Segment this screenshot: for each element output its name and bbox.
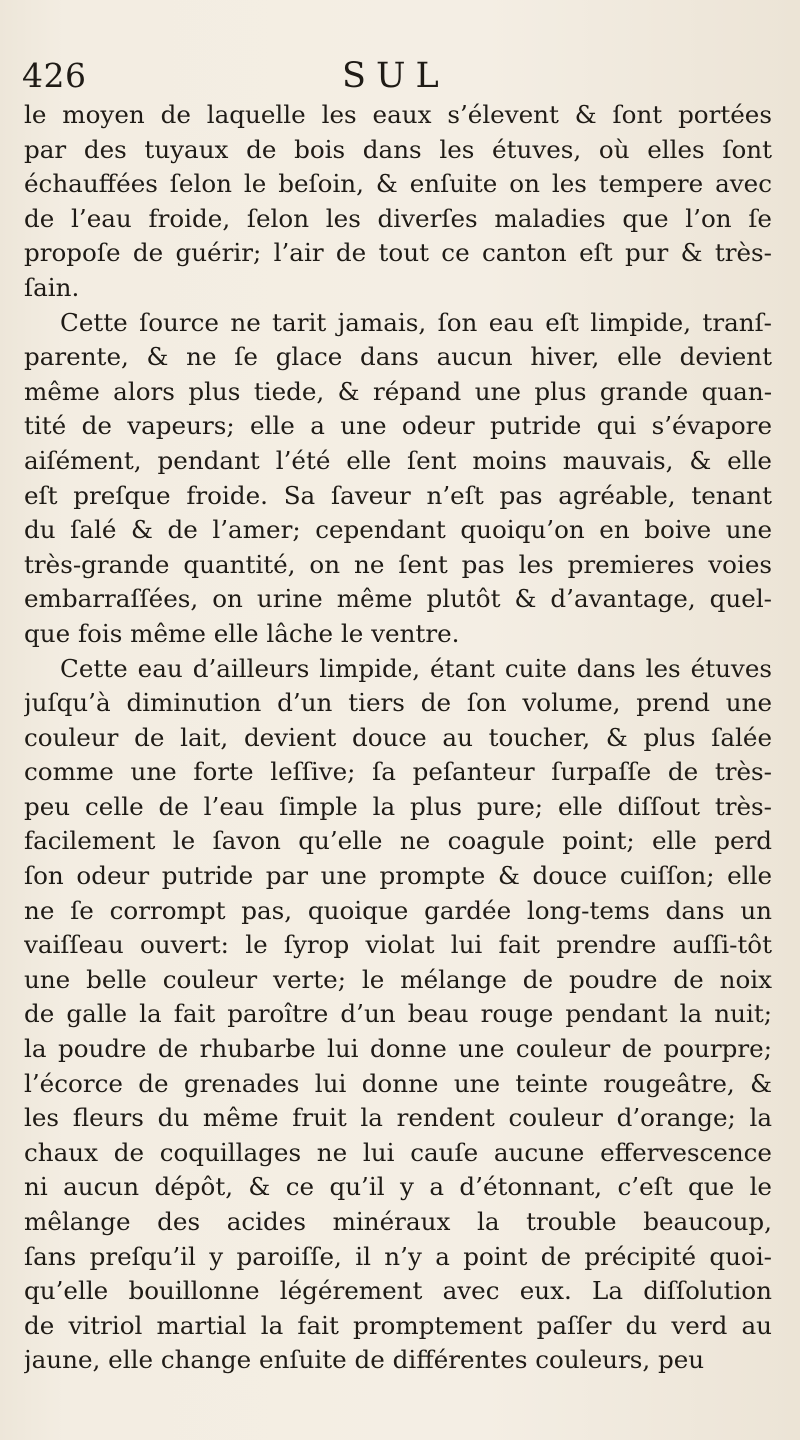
text-line: du ſalé & de l’amer; cependant quoiqu’on en boive une [24, 515, 772, 545]
text-line: l’écorce de grenades lui donne une teinte rougeâtre, & [24, 1068, 772, 1098]
text-line: ne ſe corrompt pas, quoique gardée long-tems dans un [24, 895, 772, 925]
text-line: ſain. [24, 272, 80, 302]
page-number: 426 [22, 56, 87, 95]
text-line: de l’eau froide, ſelon les diverſes maladies que l’on ſe [24, 203, 772, 233]
text-line: embarraſſées, on urine même plutôt & d’avantage, quel- [24, 584, 772, 614]
text-line: jaune, elle change enſuite de différentes couleurs, peu [24, 1345, 705, 1375]
text-line: aiſément, pendant l’été elle ſent moins mauvais, & elle [24, 445, 772, 475]
text-line: que fois même elle lâche le ventre. [24, 618, 460, 648]
text-line: ſans preſqu’il y paroiſſe, il n’y a point de précipité quoi- [24, 1241, 772, 1271]
text-line: chaux de coquillages ne lui cauſe aucune effervescence [24, 1137, 772, 1167]
paragraph [24, 306, 772, 652]
body-text [24, 98, 772, 1378]
text-line: parente, & ne ſe glace dans aucun hiver, elle devient [24, 342, 772, 372]
text-line: tité de vapeurs; elle a une odeur putride qui s’évapore [24, 411, 772, 441]
text-line: de galle la fait paroître d’un beau rouge pendant la nuit; [24, 999, 772, 1029]
running-head: SUL [342, 56, 449, 96]
text-line: eſt preſque froide. Sa ſaveur n’eſt pas agréable, tenant [24, 480, 772, 510]
text-line: comme une forte leſſive; ſa peſanteur ſurpaſſe de très- [24, 757, 772, 787]
text-line: ſon odeur putride par une prompte & douce cuiſſon; elle [24, 861, 772, 891]
text-line: très-grande quantité, on ne ſent pas les premieres voies [24, 549, 772, 579]
text-line: facilement le ſavon qu’elle ne coagule point; elle perd [24, 826, 772, 856]
text-line: juſqu’à diminution d’un tiers de ſon volume, prend une [24, 688, 772, 718]
text-line: peu celle de l’eau ſimple la plus pure; elle diſſout très- [24, 791, 772, 821]
text-line: même alors plus tiede, & répand une plus grande quan- [24, 376, 772, 406]
text-line: le moyen de laquelle les eaux s’élevent & ſont portées [24, 100, 772, 129]
text-line: par des tuyaux de bois dans les étuves, où elles ſont [24, 134, 772, 164]
text-line: une belle couleur verte; le mélange de poudre de noix [24, 964, 772, 994]
paragraph [24, 652, 772, 1378]
text-line: propoſe de guérir; l’air de tout ce canton eſt pur & très- [24, 238, 772, 268]
text-line: la poudre de rhubarbe lui donne une couleur de pourpre; [24, 1034, 772, 1064]
text-line: les fleurs du même fruit la rendent couleur d’orange; la [24, 1103, 772, 1133]
text-line: vaiſſeau ouvert: le ſyrop violat lui fait prendre auſſi-tôt [24, 930, 772, 960]
text-line: mêlange des acides minéraux la trouble beaucoup, [24, 1207, 772, 1236]
text-line: Cette ſource ne tarit jamais, ſon eau eſt limpide, tranſ- [60, 307, 772, 337]
paragraph [24, 98, 772, 306]
text-line: Cette eau d’ailleurs limpide, étant cuite dans les étuves [60, 653, 772, 683]
text-line: qu’elle bouillonne légérement avec eux. La diſſolution [24, 1276, 772, 1306]
text-line: de vitriol martial la fait promptement paſſer du verd au [24, 1310, 772, 1340]
text-line: échauffées ſelon le beſoin, & enſuite on les tempere avec [24, 169, 772, 199]
text-line: ni aucun dépôt, & ce qu’il y a d’étonnant, c’eſt que le [24, 1172, 772, 1202]
text-line: couleur de lait, devient douce au toucher, & plus ſalée [24, 722, 772, 752]
